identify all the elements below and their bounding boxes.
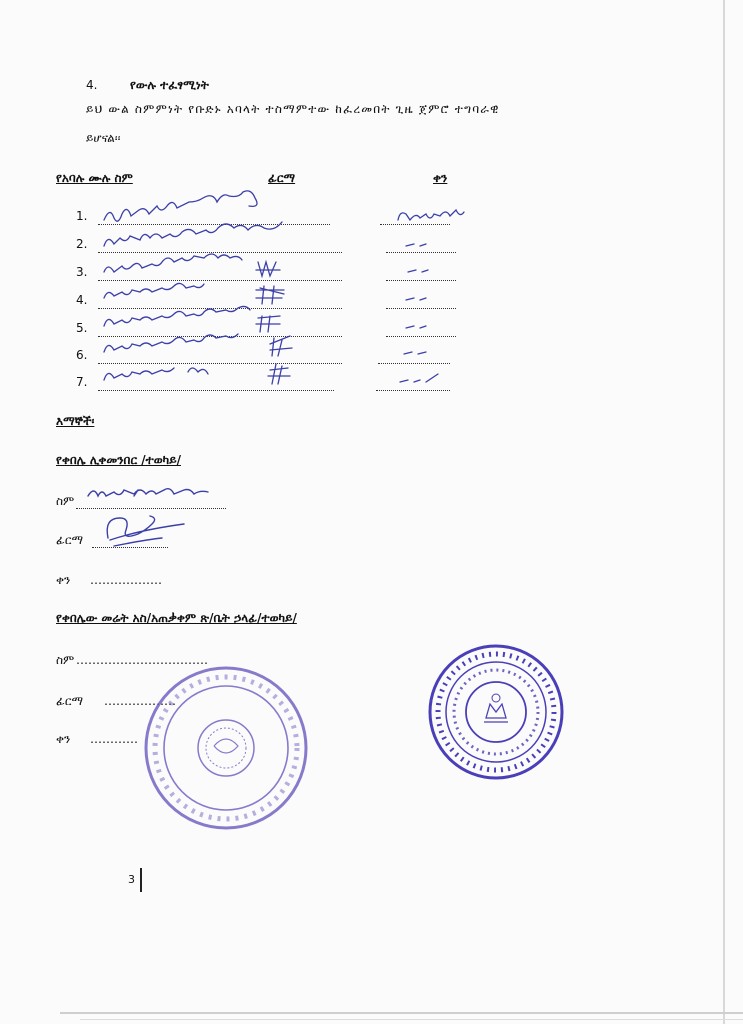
office-date-dots: ………… — [90, 732, 138, 746]
handwritten-mark — [256, 286, 284, 304]
handwritten-date — [406, 244, 426, 246]
handwritten-date — [406, 326, 426, 328]
leader-name-label: ስም — [56, 494, 75, 508]
section-number: 4. — [86, 78, 98, 92]
handwritten-mark — [268, 364, 290, 384]
official-stamp-right — [424, 640, 568, 784]
leader-handwriting — [70, 480, 250, 560]
office-signature-dots: ……………… — [104, 694, 176, 708]
handwritten-mark — [256, 262, 280, 276]
handwritten-name — [104, 306, 250, 326]
section-title: የውሉ ተፈፃሚነት — [130, 78, 209, 92]
office-heading: የቀበሌው መሬት አስ/አጠቃቀም ጽ/ቤት ኃላፊ/ተወካይ/ — [56, 611, 297, 625]
handwritten-date — [406, 298, 426, 300]
office-date-label: ቀን — [56, 732, 71, 746]
col-header-name: የአባሉ ሙሉ ስም — [56, 171, 133, 185]
col-header-date: ቀን — [433, 171, 448, 185]
handwritten-entries — [0, 0, 743, 400]
handwritten-date — [404, 352, 426, 354]
handwritten-mark — [270, 336, 292, 356]
section-body-line2: ይሆናል፡፡ — [86, 131, 121, 145]
page-edge — [60, 1012, 743, 1014]
page-edge — [80, 1019, 743, 1020]
leader-date-label: ቀን — [56, 573, 71, 587]
leader-date-dots: ……………… — [90, 573, 162, 587]
col-header-signature: ፊርማ — [268, 171, 296, 185]
row-number: 6. — [76, 348, 88, 362]
row-number: 2. — [76, 237, 88, 251]
handwritten-name — [104, 254, 242, 272]
handwritten-mark — [256, 316, 280, 332]
page-number-rule — [140, 868, 142, 892]
row-number: 1. — [76, 209, 88, 223]
page-number: 3 — [128, 873, 135, 886]
leader-heading: የቀበሌ ሊቀመንበር /ተወካይ/ — [56, 453, 181, 467]
handwritten-name — [104, 368, 208, 380]
handwritten-name — [88, 489, 208, 496]
handwritten-date — [408, 270, 428, 272]
leader-signature-label: ፊርማ — [56, 533, 84, 547]
handwritten-name — [104, 334, 238, 352]
handwritten-name — [104, 191, 257, 221]
handwritten-name — [104, 283, 204, 298]
handwritten-date — [400, 374, 438, 382]
handwritten-signature — [107, 516, 184, 546]
row-number: 5. — [76, 321, 88, 335]
office-name-dots: …………………………… — [76, 653, 208, 667]
row-number: 4. — [76, 293, 88, 307]
witnesses-heading: እማኞች፡ — [56, 414, 95, 428]
office-name-label: ስም — [56, 653, 75, 667]
official-stamp-left — [140, 660, 316, 836]
section-body-line1: ይህ ውል ስምምነት የቡድኑ አባላት ተስማምተው ከፈረመበት ጊዜ ጀምሮ ተግባራዊ — [86, 102, 500, 116]
office-signature-label: ፊርማ — [56, 694, 84, 708]
handwritten-name — [104, 222, 282, 246]
handwritten-date — [398, 210, 464, 220]
row-number: 7. — [76, 375, 88, 389]
row-number: 3. — [76, 265, 88, 279]
